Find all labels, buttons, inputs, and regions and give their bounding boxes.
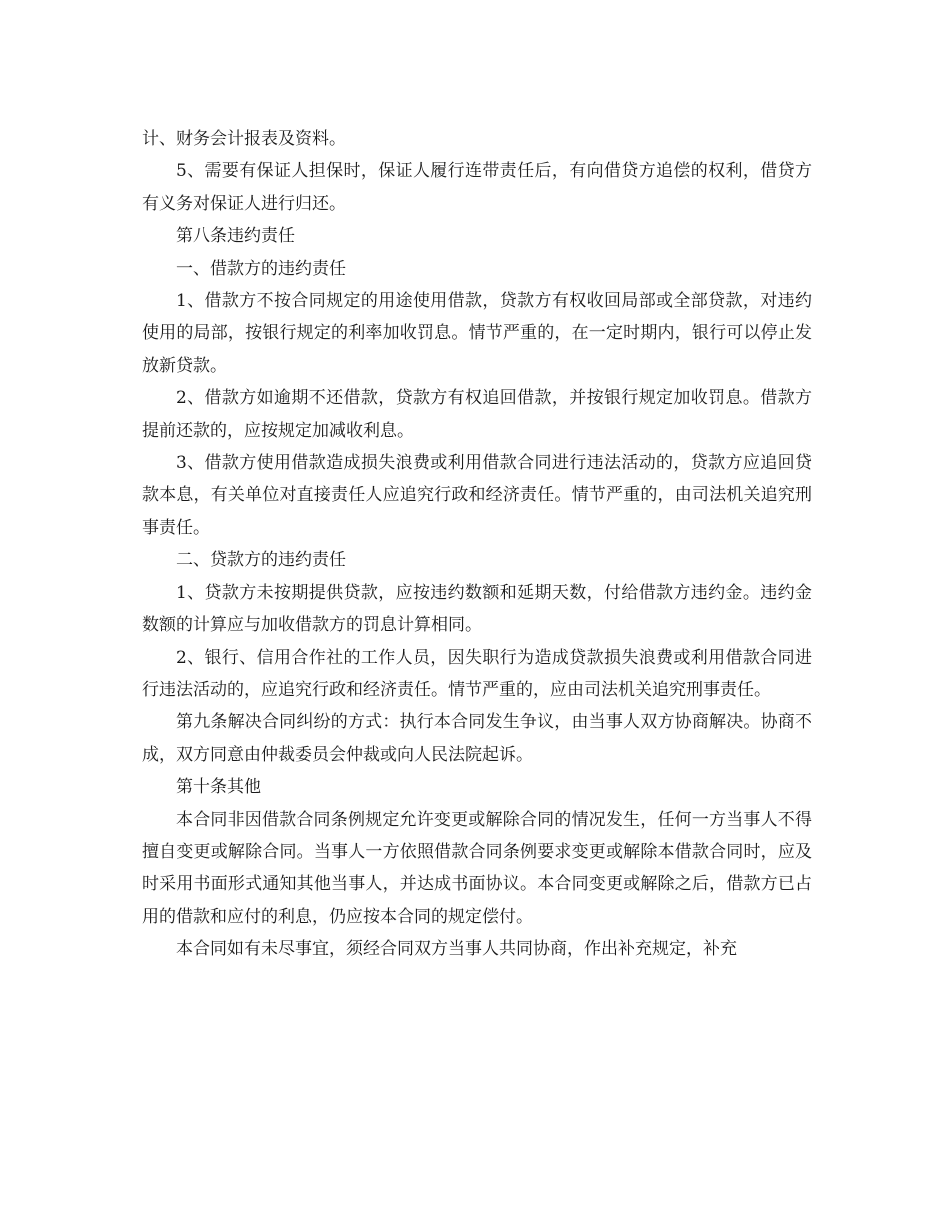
paragraph: 3、借款方使用借款造成损失浪费或利用借款合同进行违法活动的，贷款方应追回贷款本息，有关单位对直接责任人应追究行政和经济责任。情节严重的，由司法机关追究刑事责任。 <box>142 453 812 538</box>
section-heading: 第十条其他 <box>176 777 261 798</box>
paragraph: 本合同如有未尽事宜，须经合同双方当事人共同协商，作出补充规定，补充 <box>176 939 737 960</box>
subsection-heading: 一、借款方的违约责任 <box>176 258 346 279</box>
paragraph: 1、贷款方未按期提供贷款，应按违约数额和延期天数，付给借款方违约金。违约金数额的计算应与加收借款方的罚息计算相同。 <box>142 582 812 636</box>
paragraph: 2、借款方如逾期不还借款，贷款方有权追回借款，并按银行规定加收罚息。借款方提前还款的，应按规定加减收利息。 <box>142 388 812 441</box>
paragraph: 本合同非因借款合同条例规定允许变更或解除合同的情况发生，任何一方当事人不得擅自变更或解除合同。当事人一方依照借款合同条例要求变更或解除本借款合同时，应及时采用书面形式通知其他当事人，并达成书面协议。本合同变更或解除之后，借款方已占用的借款和应付的利息，仍应按本合同的规定偿付。 <box>142 809 812 927</box>
paragraph: 5、需要有保证人担保时，保证人履行连带责任后，有向借贷方追偿的权利，借贷方有义务对保证人进行归还。 <box>142 161 812 214</box>
section-heading: 第八条违约责任 <box>176 226 295 247</box>
paragraph: 计、财务会计报表及资料。 <box>142 129 346 149</box>
paragraph: 第九条解决合同纠纷的方式：执行本合同发生争议，由当事人双方协商解决。协商不成，双方同意由仲裁委员会仲裁或向人民法院起诉。 <box>142 712 812 765</box>
paragraph: 1、借款方不按合同规定的用途使用借款，贷款方有权收回局部或全部贷款，对违约使用的局部，按银行规定的利率加收罚息。情节严重的，在一定时期内，银行可以停止发放新贷款。 <box>142 291 812 376</box>
subsection-heading: 二、贷款方的违约责任 <box>176 550 346 571</box>
paragraph: 2、银行、信用合作社的工作人员，因失职行为造成贷款损失浪费或利用借款合同进行违法活动的，应追究行政和经济责任。情节严重的，应由司法机关追究刑事责任。 <box>142 647 812 700</box>
document-body <box>142 123 812 966</box>
